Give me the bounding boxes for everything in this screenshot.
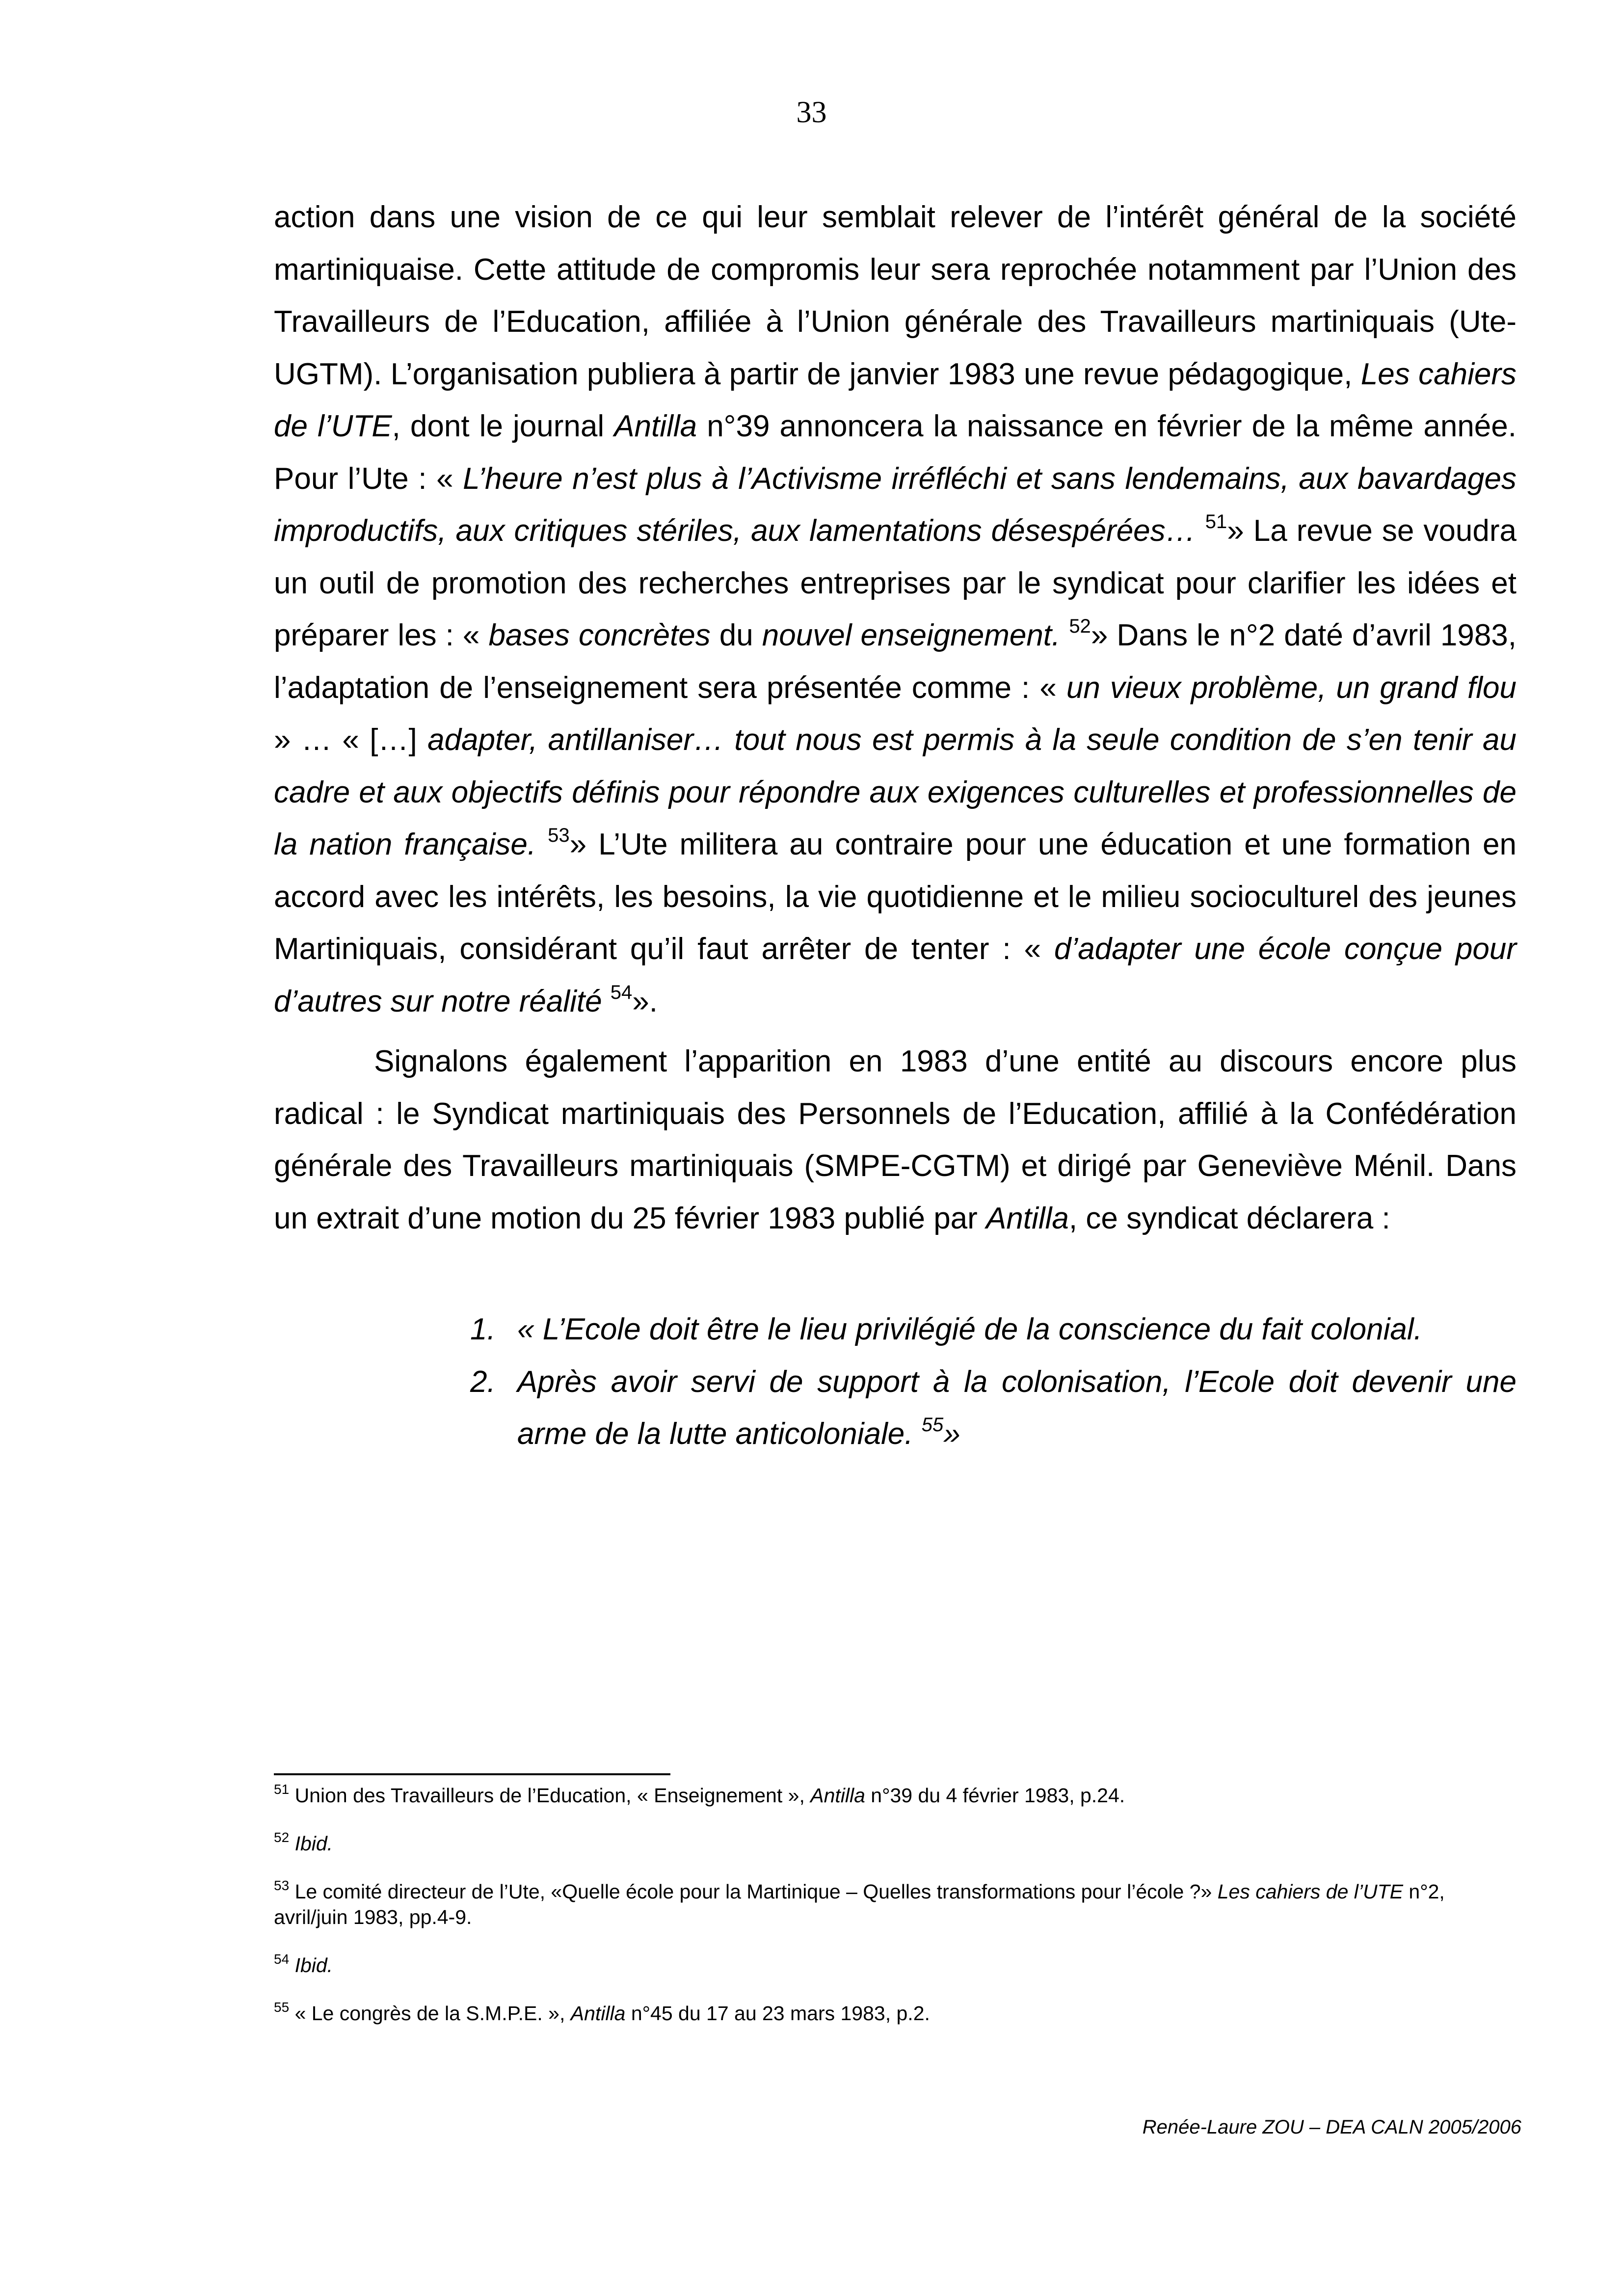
text: » … « […]: [274, 723, 428, 757]
list-number: 2.: [470, 1364, 496, 1399]
italic-quote: un vieux problème, un grand flou: [1066, 670, 1517, 705]
footnote-ref[interactable]: 51: [1205, 511, 1227, 533]
text: « Le congrès de la S.M.P.E. »,: [294, 2002, 571, 2025]
list-item: [470, 1304, 1517, 1356]
footnote-52: [274, 1831, 1489, 1856]
text: , dont le journal: [392, 409, 614, 443]
text: Le comité directeur de l’Ute, «Quelle école pour la Martinique – Quelles transformations pour l’école ?»: [294, 1880, 1218, 1903]
page-number: 33: [796, 96, 827, 129]
footnotes: [274, 1783, 1489, 2049]
footnote-51: [274, 1783, 1489, 1808]
footnote-ref[interactable]: 55: [921, 1414, 944, 1436]
italic-quote: L’heure n’est plus à l’Activisme irréfléchi et sans lendemains, aux bavardages improductifs, aux critiques stériles, aux lamentations désespérées…: [274, 461, 1517, 548]
text: Union des Travailleurs de l’Education, « Enseignement »,: [294, 1784, 811, 1807]
italic-title: Antilla: [570, 2002, 626, 2025]
italic-title: Les cahiers de l’UTE: [274, 357, 1517, 443]
italic-title: Les cahiers de l’UTE: [1217, 1880, 1403, 1903]
quote-text: Après avoir servi de support à la colonisation, l’Ecole doit devenir une arme de la lutte anticoloniale.: [517, 1364, 1517, 1451]
text: , ce syndicat déclarera :: [1068, 1201, 1390, 1235]
footnote-number: 53: [274, 1878, 290, 1893]
text: du: [710, 618, 762, 652]
text: Signalons également l’apparition en 1983 d’une entité au discours encore plus radical : le Syndicat martiniquais des Personnels de l’Education, affilié à la Confédération générale des Travailleurs martiniquais (SMPE-CGTM) et dirigé par Geneviève Ménil. Dans un extrait d’une motion du 25 février 1983 publié par: [274, 1044, 1517, 1235]
italic-title: Antilla: [810, 1784, 865, 1807]
body-text: [274, 191, 1517, 1461]
footnote-ref[interactable]: 52: [1069, 615, 1091, 637]
paragraph-1: [274, 191, 1517, 1028]
text: ».: [632, 984, 658, 1018]
text: n°39 annoncera la naissance en février de la même année. Pour l’Ute : «: [274, 409, 1517, 496]
paragraph-2: [274, 1036, 1517, 1245]
italic-quote: nouvel enseignement.: [762, 618, 1061, 652]
footnote-55: [274, 2001, 1489, 2026]
quote-list: [274, 1304, 1517, 1461]
page-footer: Renée-Laure ZOU – DEA CALN 2005/2006: [1142, 2116, 1521, 2138]
list-number: 1.: [470, 1312, 496, 1346]
quote-text: « L’Ecole doit être le lieu privilégié de la conscience du fait colonial.: [517, 1312, 1422, 1346]
italic-quote: d’adapter une école conçue pour d’autres sur notre réalité: [274, 932, 1517, 1018]
text: n°39 du 4 février 1983, p.24.: [865, 1784, 1125, 1807]
footnote-divider: [274, 1773, 670, 1775]
italic-title: Ibid.: [294, 1832, 333, 1855]
text: » L’Ute militera au contraire pour une éducation et une formation en accord avec les intérêts, les besoins, la vie quotidienne et le milieu socioculturel des jeunes Martiniquais, considérant qu’il faut arrêter de tenter : «: [274, 828, 1517, 966]
text: n°2, avril/juin 1983, pp.4-9.: [274, 1880, 1445, 1928]
italic-title: Antilla: [614, 409, 697, 443]
italic-quote: adapter, antillaniser… tout nous est permis à la seule condition de s’en tenir au cadre et aux objectifs définis pour répondre aux exigences culturelles et professionnelles de la nation française.: [274, 723, 1517, 861]
footnote-ref[interactable]: 53: [548, 825, 570, 846]
text: » La revue se voudra un outil de promotion des recherches entreprises par le syndicat pour clarifier les idées et préparer les : «: [274, 514, 1517, 652]
footnote-number: 51: [274, 1782, 290, 1797]
list-item: [470, 1356, 1517, 1461]
quote-tail: »: [943, 1417, 960, 1451]
text: » Dans le n°2 daté d’avril 1983, l’adaptation de l’enseignement sera présentée comme : «: [274, 618, 1517, 705]
text: action dans une vision de ce qui leur semblait relever de l’intérêt général de la société martiniquaise. Cette attitude de compromis leur sera reprochée notamment par l’Union des Travailleurs de l’Education, affiliée à l’Union générale des Travailleurs martiniquais (Ute-UGTM). L’organisation publiera à partir de janvier 1983 une revue pédagogique,: [274, 200, 1517, 391]
footnote-number: 55: [274, 2000, 290, 2015]
footnote-ref[interactable]: 54: [610, 981, 633, 1003]
italic-title: Antilla: [986, 1201, 1069, 1235]
italic-title: Ibid.: [294, 1954, 333, 1976]
footnote-number: 52: [274, 1830, 290, 1845]
text: n°45 du 17 au 23 mars 1983, p.2.: [625, 2002, 930, 2025]
footnote-54: [274, 1952, 1489, 1978]
italic-quote: bases concrètes: [488, 618, 711, 652]
footnote-53: [274, 1879, 1489, 1930]
footnote-number: 54: [274, 1951, 290, 1967]
